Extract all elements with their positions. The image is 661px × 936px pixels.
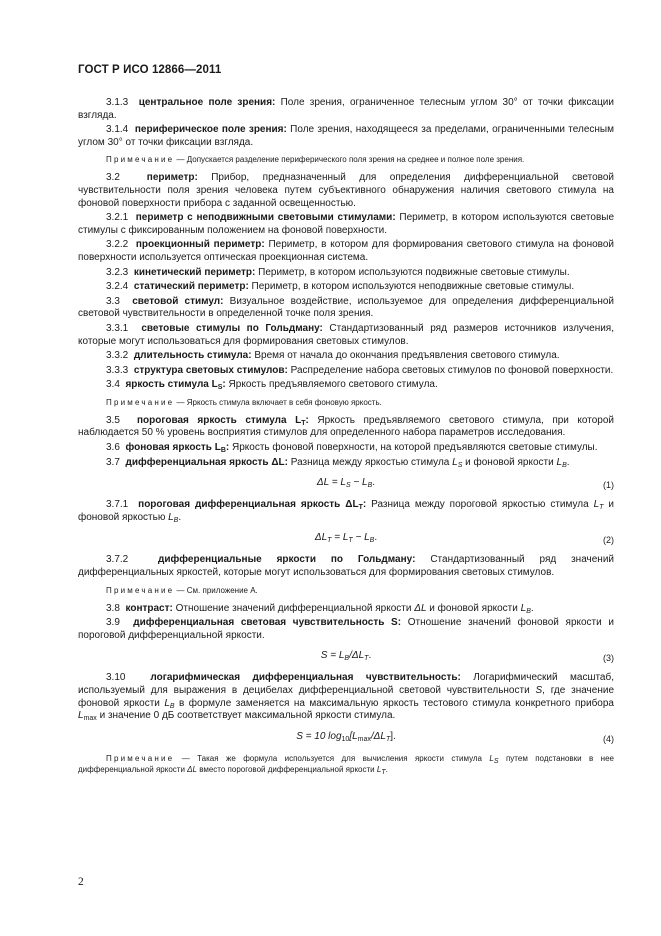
formula-part: . — [372, 477, 376, 489]
definition: и значение 0 дБ соответствует максимальной яркости стимула. — [96, 710, 396, 722]
formula-expression — [78, 477, 614, 490]
definition: , где значение фоновой яркости — [78, 685, 615, 709]
definition: Яркость фоновой поверхности, на которой предъявляются световые стимулы. — [229, 442, 598, 454]
note-text: — Яркость стимула включает в себя фоновую яркость. — [174, 397, 382, 407]
symbol-subscript: S — [457, 461, 463, 469]
formula-subscript: T — [327, 537, 332, 545]
term: световой стимул: — [132, 295, 224, 307]
formula-subscript: B — [367, 482, 373, 490]
definition: Отношение значений дифференциальной яркости — [172, 602, 415, 614]
formula-expression — [78, 650, 614, 663]
formula-number: (1) — [603, 480, 614, 491]
symbol: L — [168, 511, 174, 523]
clause-3-2-3 — [78, 267, 614, 280]
formula-2 — [78, 530, 614, 548]
clause-3-7 — [78, 457, 614, 470]
formula-part: S = 10 log — [296, 730, 342, 742]
definition: и фоновой яркости — [462, 456, 557, 468]
term — [125, 442, 229, 453]
definition: Визуальное воздействие, используемое для определения дифференциальной световой чувствительности в определенной точке поля зрения. — [78, 295, 614, 320]
definition: Отношение значений фоновой яркости и пороговой дифференциальной яркости. — [78, 617, 614, 641]
definition: Распределение набора световых стимулов по фоновой поверхности. — [287, 364, 614, 376]
formula-expression — [78, 532, 614, 545]
term-text: фоновая яркость L — [125, 442, 221, 454]
clause-number: 3.2.3 — [106, 266, 129, 278]
clause-number: 3.9 — [106, 617, 120, 629]
note-2 — [78, 397, 614, 408]
clause-3-3-1 — [78, 323, 614, 348]
term: статический периметр: — [133, 281, 249, 293]
clause-number: 3.2.1 — [106, 212, 129, 224]
definition: Яркость предъявляемого светового стимула, при которой наблюдается 50 % уровень восприятия стимулов для определенного набора параметров исследования. — [78, 414, 614, 439]
clause-3-2 — [78, 172, 614, 210]
formula-subscript: T — [348, 537, 353, 545]
clause-3-8 — [78, 603, 614, 616]
symbol: S — [535, 685, 543, 696]
clause-number: 3.5 — [106, 414, 120, 426]
definition: Периметр, в котором используются световые стимулы с фиксированным положением на фоновой поверхности. — [78, 212, 615, 236]
term: кинетический периметр: — [133, 266, 256, 278]
term-subscript: T — [358, 504, 363, 512]
formula-subscript: S — [345, 482, 351, 490]
symbol: ΔL — [414, 602, 427, 614]
symbol-subscript: B — [173, 516, 179, 524]
term: периферическое поле зрения: — [134, 124, 287, 136]
formula-subscript: B — [369, 537, 375, 545]
clause-number: 3.4 — [106, 379, 120, 391]
definition: Стандартизованный ряд размеров источников излучения, которые могут использоваться для формирования световых стимулов. — [78, 322, 615, 347]
symbol-subscript: T — [599, 504, 604, 512]
formula-4 — [78, 729, 614, 747]
note-3 — [78, 585, 614, 596]
formula-part: − L — [350, 477, 368, 489]
note-label: Примечание — [106, 753, 175, 763]
term: проекционный периметр: — [135, 239, 265, 251]
clause-3-2-1 — [78, 212, 614, 237]
formula-number: (4) — [603, 733, 614, 744]
term — [137, 415, 309, 426]
clause-number: 3.1.3 — [106, 97, 129, 108]
formula-expression — [78, 731, 614, 744]
term: периметр с неподвижными световыми стимулами: — [135, 212, 396, 224]
note-1 — [78, 154, 614, 165]
formula-part: . — [368, 650, 372, 662]
clause-3-4 — [78, 379, 614, 392]
formula-1 — [78, 475, 614, 493]
definition: Периметр, в котором используются неподвижные световые стимулы. — [248, 281, 575, 293]
formula-part: /ΔL — [349, 650, 365, 662]
note-label: Примечание — [106, 585, 175, 595]
formula-part: ΔL = L — [316, 477, 346, 489]
clause-number: 3.7.2 — [106, 554, 129, 566]
note-text: вместо пороговой дифференциальной яркости — [196, 764, 377, 774]
note-text: путем подстановки в нее дифференциальной яркости — [78, 753, 614, 774]
term — [138, 499, 366, 510]
term: центральное поле зрения: — [138, 97, 276, 108]
definition: . — [530, 602, 534, 614]
note-text: . — [385, 764, 388, 774]
symbol: L — [556, 456, 563, 468]
clause-3-7-2 — [78, 554, 614, 579]
symbol-subscript: max — [83, 715, 97, 723]
definition: Периметр, в котором для формирования светового стимула на фоновой поверхности используется оптическая проекционная система. — [78, 239, 615, 263]
document-body — [78, 97, 614, 782]
clause-3-1-4 — [78, 124, 614, 149]
symbol: L — [376, 764, 382, 774]
note-4 — [78, 753, 614, 775]
formula-3 — [78, 648, 614, 666]
formula-subscript: T — [385, 735, 391, 743]
definition: Разница между яркостью стимула — [287, 456, 453, 468]
definition: Поле зрения, находящееся за пределами, ограниченными телесным углом 30° от точки фиксации взгляда. — [78, 124, 614, 148]
note-label: Примечание — [106, 397, 175, 407]
definition: Время от начала до окончания предъявления светового стимула. — [251, 350, 560, 362]
definition: Стандартизованный ряд значений дифференциальных яркостей, которые могут использоваться для формирования световых стимулов. — [78, 554, 615, 579]
formula-subscript: B — [344, 655, 350, 663]
term-subscript: B — [220, 447, 226, 455]
term-colon: : — [225, 442, 230, 454]
clause-3-3-2 — [78, 350, 614, 363]
symbol: L — [78, 710, 84, 722]
definition: Логарифмический масштаб, используемый для выражения в децибелах дифференциальной световой чувствительности — [78, 672, 614, 696]
clause-number: 3.2 — [106, 172, 120, 184]
clause-3-6 — [78, 442, 614, 455]
definition: Периметр, в котором используются подвижные световые стимулы. — [255, 266, 570, 278]
clause-number: 3.3 — [106, 295, 120, 307]
formula-part: ]. — [390, 730, 396, 742]
page-number: 2 — [78, 876, 84, 888]
term: логарифмическая дифференциальная чувствительность: — [150, 672, 461, 684]
term: структура световых стимулов: — [133, 364, 288, 376]
formula-subscript: 10 — [341, 735, 350, 743]
formula-subscript: T — [364, 655, 369, 663]
clause-number: 3.7.1 — [106, 499, 129, 511]
definition: Яркость предъявляемого светового стимула. — [225, 379, 438, 391]
term-text: пороговая яркость стимула L — [136, 414, 302, 426]
term: периметр: — [146, 172, 198, 184]
term: дифференциальная световая чувствительность S: — [133, 617, 402, 629]
term-colon: : — [305, 414, 309, 426]
term — [125, 379, 225, 390]
definition: . — [566, 456, 570, 468]
formula-part: . — [374, 532, 378, 544]
definition: и фоновой яркости — [426, 602, 521, 614]
formula-number: (3) — [603, 653, 614, 664]
clause-number: 3.6 — [106, 442, 120, 454]
term: контраст: — [125, 602, 173, 614]
definition: и фоновой яркостью — [78, 499, 614, 523]
clause-number: 3.3.3 — [106, 364, 129, 376]
term-text: яркость стимула L — [125, 379, 218, 391]
clause-3-9 — [78, 617, 614, 642]
symbol-subscript: B — [526, 607, 531, 615]
term-text: пороговая дифференциальная яркость ΔL — [138, 499, 359, 511]
term: световые стимулы по Гольдману: — [141, 322, 323, 334]
formula-part: /ΔL — [370, 730, 386, 742]
definition: Поле зрения, ограниченное телесным углом 30° от точки фиксации взгляда. — [78, 97, 614, 121]
clause-3-2-4 — [78, 281, 614, 294]
clause-number: 3.2.4 — [106, 281, 129, 293]
term-subscript: S — [217, 384, 223, 392]
clause-number: 3.1.4 — [106, 124, 129, 136]
clause-number: 3.2.2 — [106, 239, 129, 251]
formula-part: S = L — [320, 650, 345, 662]
term-subscript: T — [301, 419, 306, 427]
clause-3-3 — [78, 296, 614, 321]
symbol: ΔL — [187, 764, 197, 774]
symbol-subscript: S — [493, 757, 499, 765]
clause-number: 3.8 — [106, 602, 120, 614]
definition: Разница между пороговой яркостью стимула — [366, 499, 594, 511]
symbol: L — [164, 697, 170, 709]
term: дифференциальные яркости по Гольдману: — [158, 554, 416, 566]
term-colon: : — [362, 499, 367, 511]
document-header: ГОСТ Р ИСО 12866—2011 — [78, 64, 222, 76]
term-colon: : — [222, 379, 226, 391]
note-text: — См. приложение А. — [174, 585, 258, 595]
definition: Прибор, предназначенный для определения дифференциальной световой чувствительности поля зрения человека путем субъективного обнаружения наличия светового стимула на фоновой поверхности прибора с заданной освещенностью. — [78, 172, 614, 209]
formula-part: = L — [331, 532, 349, 544]
symbol: L — [593, 499, 600, 511]
symbol-subscript: B — [169, 702, 175, 710]
note-text: — Такая же формула используется для вычисления яркости стимула — [174, 753, 490, 763]
clause-3-5 — [78, 415, 614, 440]
clause-number: 3.3.2 — [106, 350, 129, 362]
clause-3-7-1 — [78, 499, 614, 524]
clause-3-1-3 — [78, 97, 614, 122]
clause-number: 3.7 — [106, 456, 120, 468]
term: длительность стимула: — [133, 350, 252, 362]
clause-number: 3.3.1 — [106, 322, 129, 334]
clause-3-10 — [78, 672, 614, 722]
formula-part: [L — [349, 730, 358, 742]
symbol-subscript: T — [381, 768, 386, 776]
formula-number: (2) — [603, 535, 614, 546]
definition: . — [178, 511, 182, 523]
clause-3-3-3 — [78, 365, 614, 378]
formula-subscript: max — [357, 735, 371, 743]
symbol-subscript: B — [562, 461, 567, 469]
clause-3-2-2 — [78, 239, 614, 264]
formula-part: − L — [352, 532, 370, 544]
definition: в формуле заменяется на максимальную яркость тестового стимула конкретного прибора — [174, 697, 614, 709]
symbol: L — [489, 753, 494, 763]
symbol: L — [520, 602, 527, 614]
term: дифференциальная яркость ΔL: — [125, 456, 288, 468]
formula-part: ΔL — [314, 532, 328, 544]
clause-number: 3.10 — [106, 672, 126, 684]
symbol: L — [452, 456, 458, 468]
note-label: Примечание — [106, 155, 175, 165]
note-text: — Допускается разделение периферического поля зрения на среднее и полное поле зрения. — [174, 155, 525, 165]
